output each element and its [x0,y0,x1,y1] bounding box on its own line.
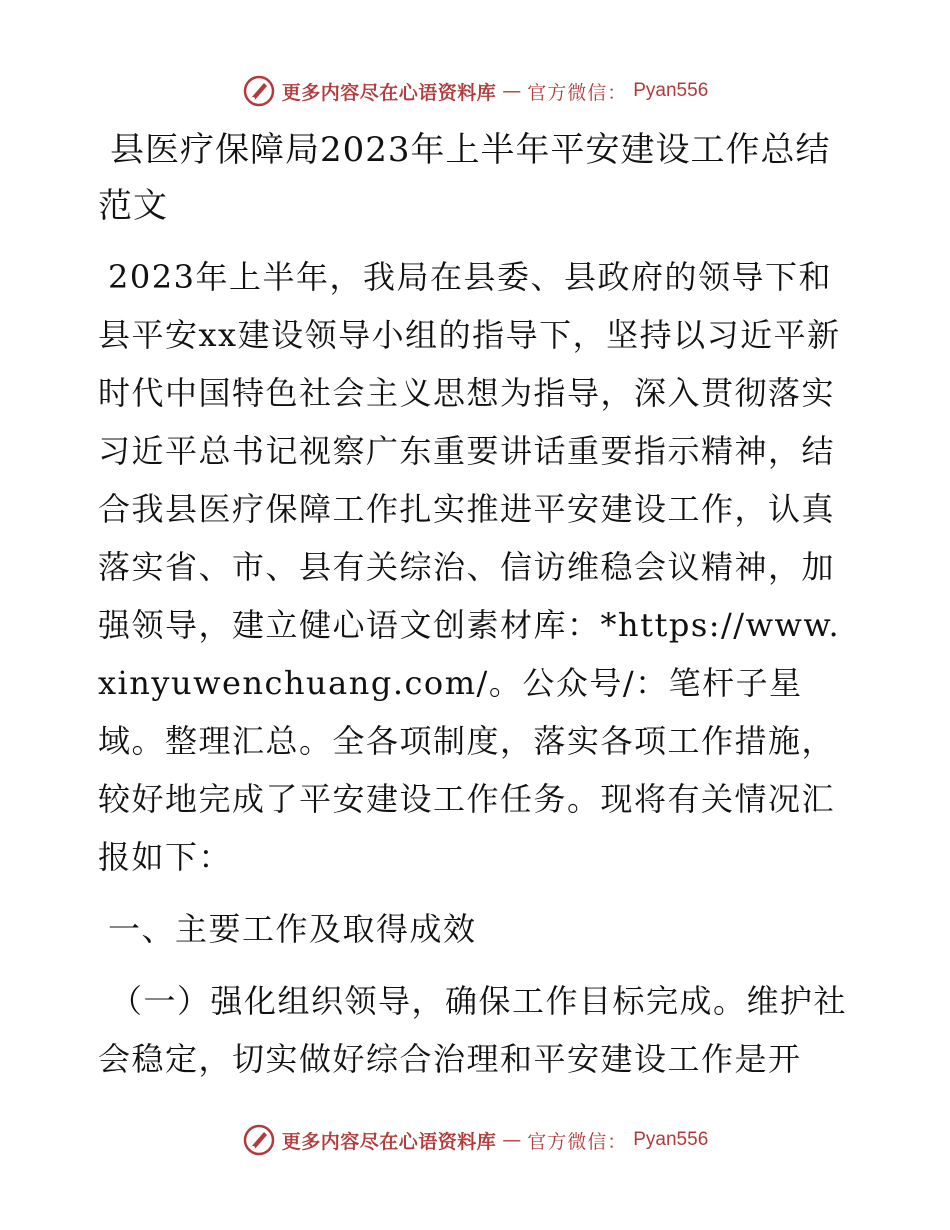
header-banner[interactable] [0,74,950,108]
brand-logo-icon [242,1123,276,1157]
document-title: 县医疗保障局2023年上半年平安建设工作总结范文 [98,130,831,226]
footer-banner[interactable] [0,1123,950,1157]
subsection-paragraph: （一）强化组织领导，确保工作目标完成。维护社会稳定，切实做好综合治理和平安建设工作是开 [98,982,848,1078]
section-heading: 一、主要工作及取得成效 [108,910,477,948]
document-body [98,122,850,1088]
banner-brand-text: 更多内容尽在心语资料库 [281,1130,497,1153]
banner-wechat-id: Pyan556 [633,80,709,101]
banner-wechat-id: Pyan556 [633,1129,709,1150]
brand-logo-icon [242,74,276,108]
banner-separator: — [502,1129,522,1151]
banner-official-label: 官方微信： [527,1130,628,1153]
banner-brand-text: 更多内容尽在心语资料库 [281,81,497,104]
banner-separator: — [502,80,522,102]
intro-paragraph: 2023年上半年，我局在县委、县政府的领导下和县平安xx建设领导小组的指导下，坚持以习近平新时代中国特色社会主义思想为指导，深入贯彻落实习近平总书记视察广东重要讲话重要指示精神，结合我县医疗保障工作扎实推进平安建设工作，认真落实省、市、县有关综治、信访维稳会议精神，加强领导，建立健心语文创素材库：*https://www.xinyuwenchuang.com/。公众号/：笔杆子星域。整理汇总。全各项制度，落实各项工作措施，较好地完成了平安建设工作任务。现将有关情况汇报如下： [98,258,841,876]
banner-official-label: 官方微信： [527,81,628,104]
